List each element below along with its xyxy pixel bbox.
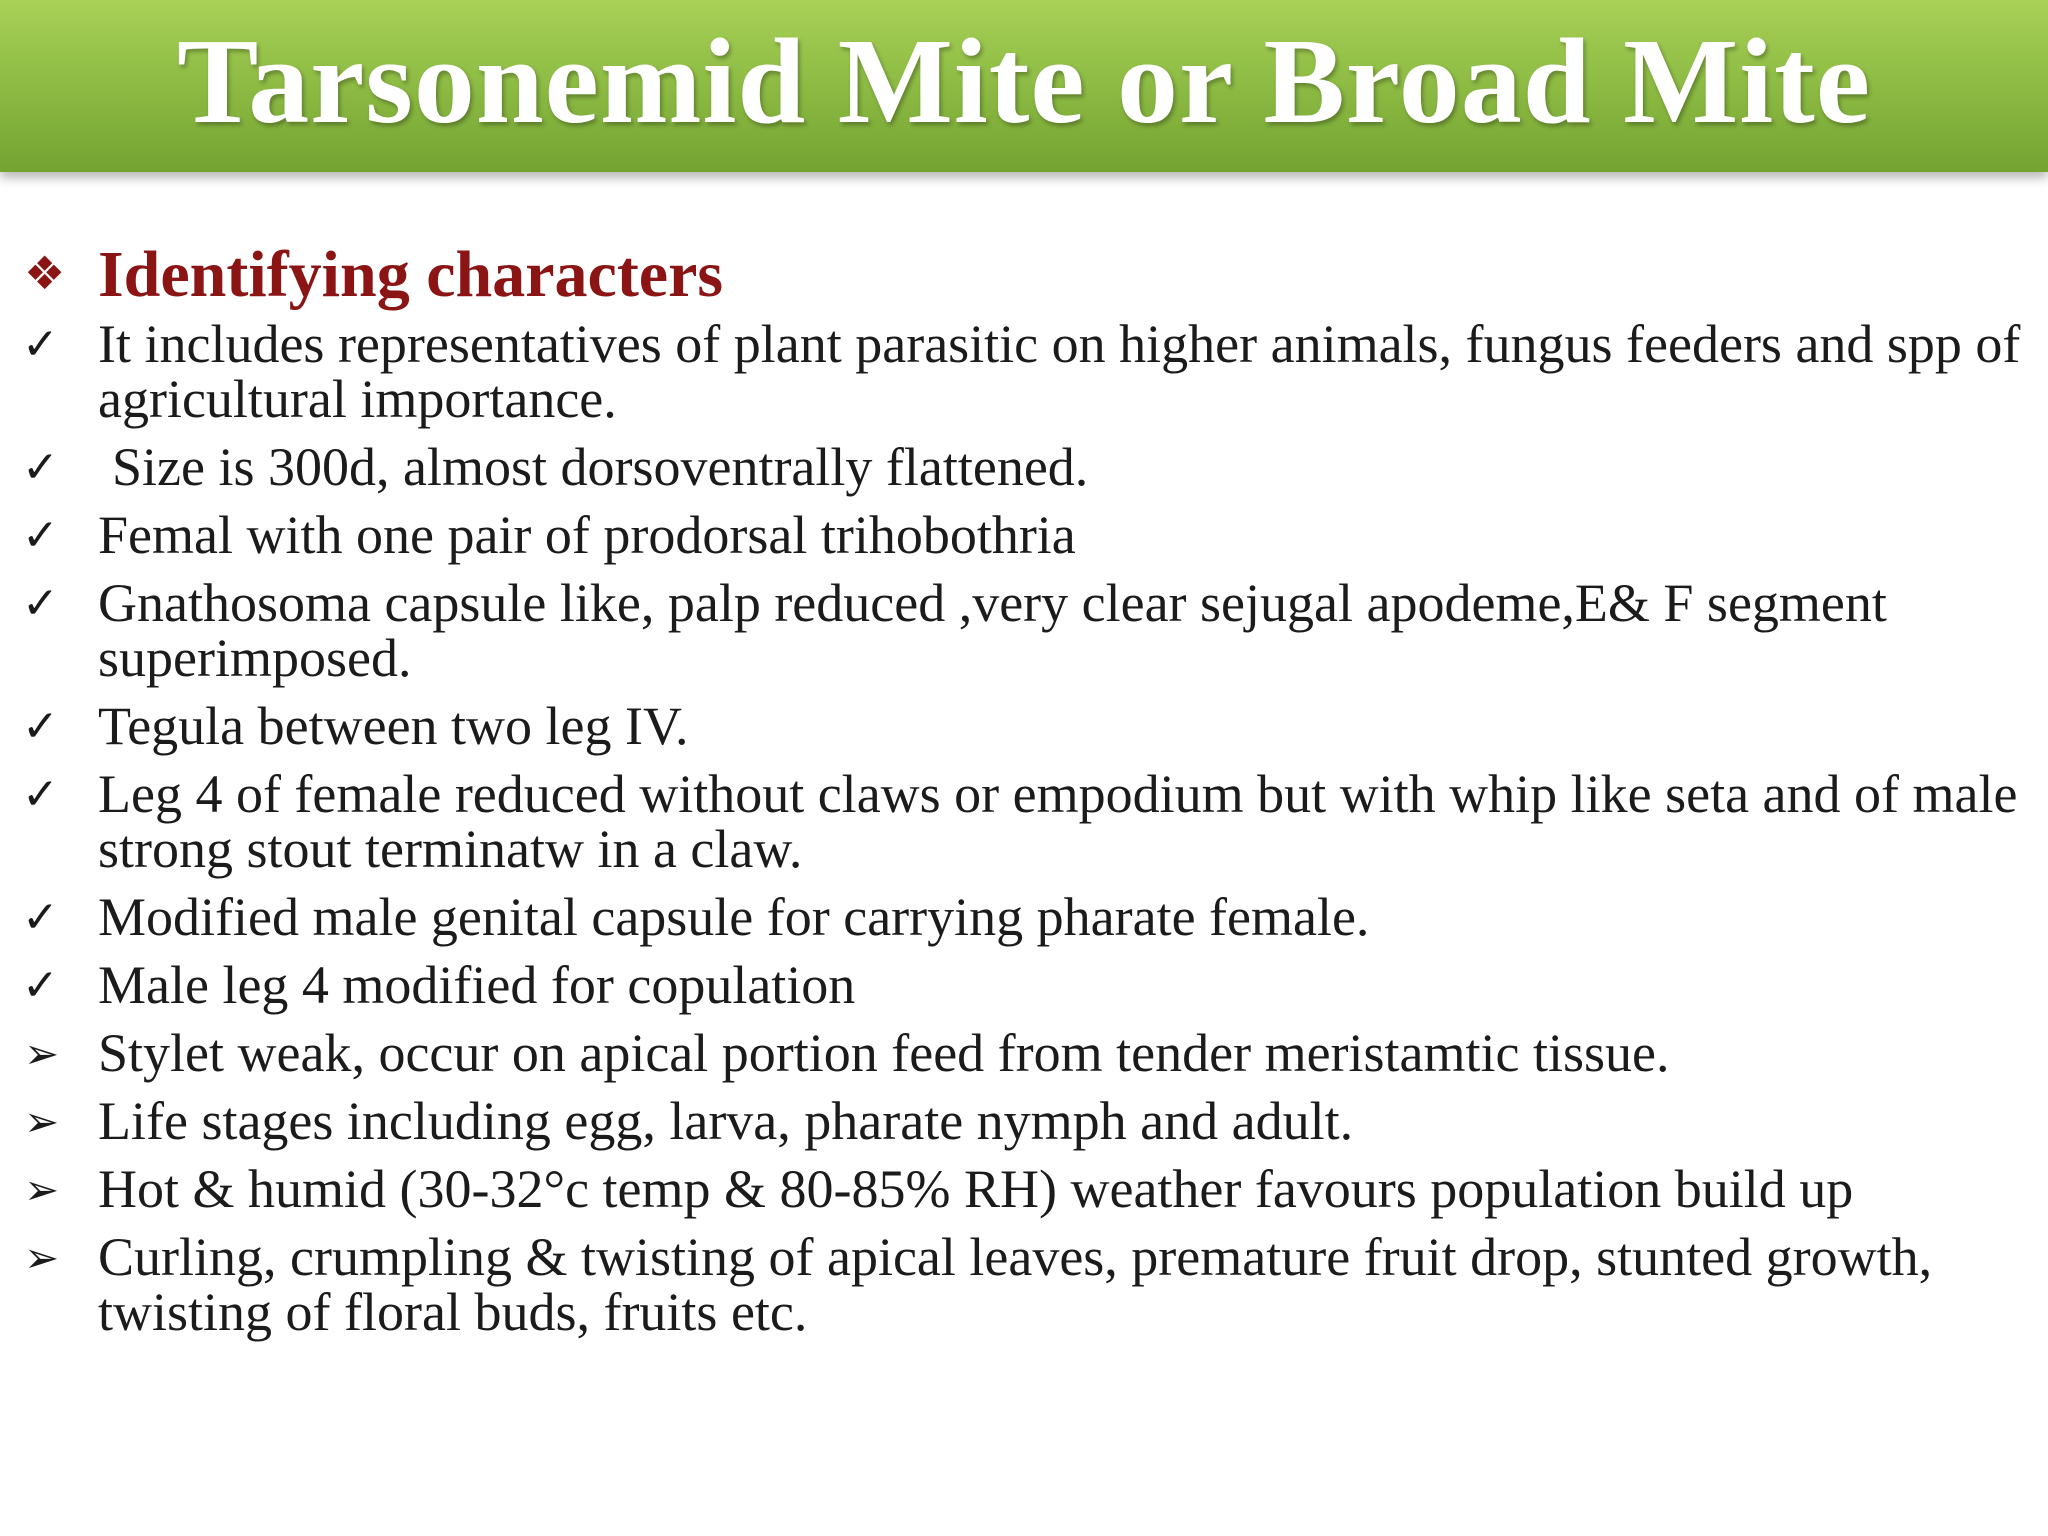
section-heading-text: Identifying characters [98, 238, 724, 311]
list-item [0, 1159, 2038, 1219]
section-heading [0, 235, 2048, 315]
list-item [0, 887, 2038, 947]
check-icon: ✓ [22, 892, 59, 943]
list-item-text: Modified male genital capsule for carrying pharate female. [98, 887, 1370, 947]
check-icon: ✓ [22, 701, 59, 752]
diamond-bullet-icon: ❖ [24, 246, 66, 300]
list-item-text: Leg 4 of female reduced without claws or empodium but with whip like seta and of male strong stout terminatw in a claw. [98, 764, 2018, 879]
list-item-text: Tegula between two leg IV. [98, 696, 689, 756]
list-item-text: Gnathosoma capsule like, palp reduced ,very clear sejugal apodeme,E& F segment superimposed. [98, 573, 1887, 688]
check-icon: ✓ [22, 578, 59, 629]
list-item-text: Life stages including egg, larva, pharate nymph and adult. [98, 1091, 1354, 1151]
list-item [0, 573, 2038, 688]
list-item-text: Stylet weak, occur on apical portion feed from tender meristamtic tissue. [98, 1023, 1670, 1083]
arrow-icon: ➢ [24, 1233, 60, 1282]
list-item [0, 1023, 2038, 1083]
list-item-text: Femal with one pair of prodorsal trihobothria [98, 505, 1076, 565]
check-icon: ✓ [22, 319, 59, 370]
list-item [0, 314, 2038, 429]
list-item [0, 696, 2038, 756]
list-item-text: Curling, crumpling & twisting of apical leaves, premature fruit drop, stunted growth, twisting of floral buds, fruits etc. [98, 1227, 1933, 1342]
list-item-text: Size is 300d, almost dorsoventrally flattened. [112, 437, 1089, 497]
list-item [0, 1091, 2038, 1151]
list-item [0, 955, 2038, 1015]
check-icon: ✓ [22, 769, 59, 820]
list-item [0, 505, 2038, 565]
arrow-icon: ➢ [24, 1097, 60, 1146]
check-icon: ✓ [22, 510, 59, 561]
list-item [0, 437, 2038, 497]
arrow-icon: ➢ [24, 1029, 60, 1078]
list-item-text: It includes representatives of plant parasitic on higher animals, fungus feeders and spp of agricultural importance. [98, 314, 2021, 429]
check-icon: ✓ [22, 960, 59, 1011]
arrow-icon: ➢ [24, 1165, 60, 1214]
list-item-text: Hot & humid (30-32°c temp & 80-85% RH) weather favours population build up [98, 1159, 1854, 1219]
list-item [0, 764, 2038, 879]
check-icon: ✓ [22, 442, 59, 493]
title-bar [0, 0, 2048, 172]
list-item [0, 1227, 2038, 1342]
slide-title: Tarsonemid Mite or Broad Mite [177, 14, 1871, 149]
list-item-text: Male leg 4 modified for copulation [98, 955, 856, 1015]
bullet-list [0, 314, 2048, 1353]
